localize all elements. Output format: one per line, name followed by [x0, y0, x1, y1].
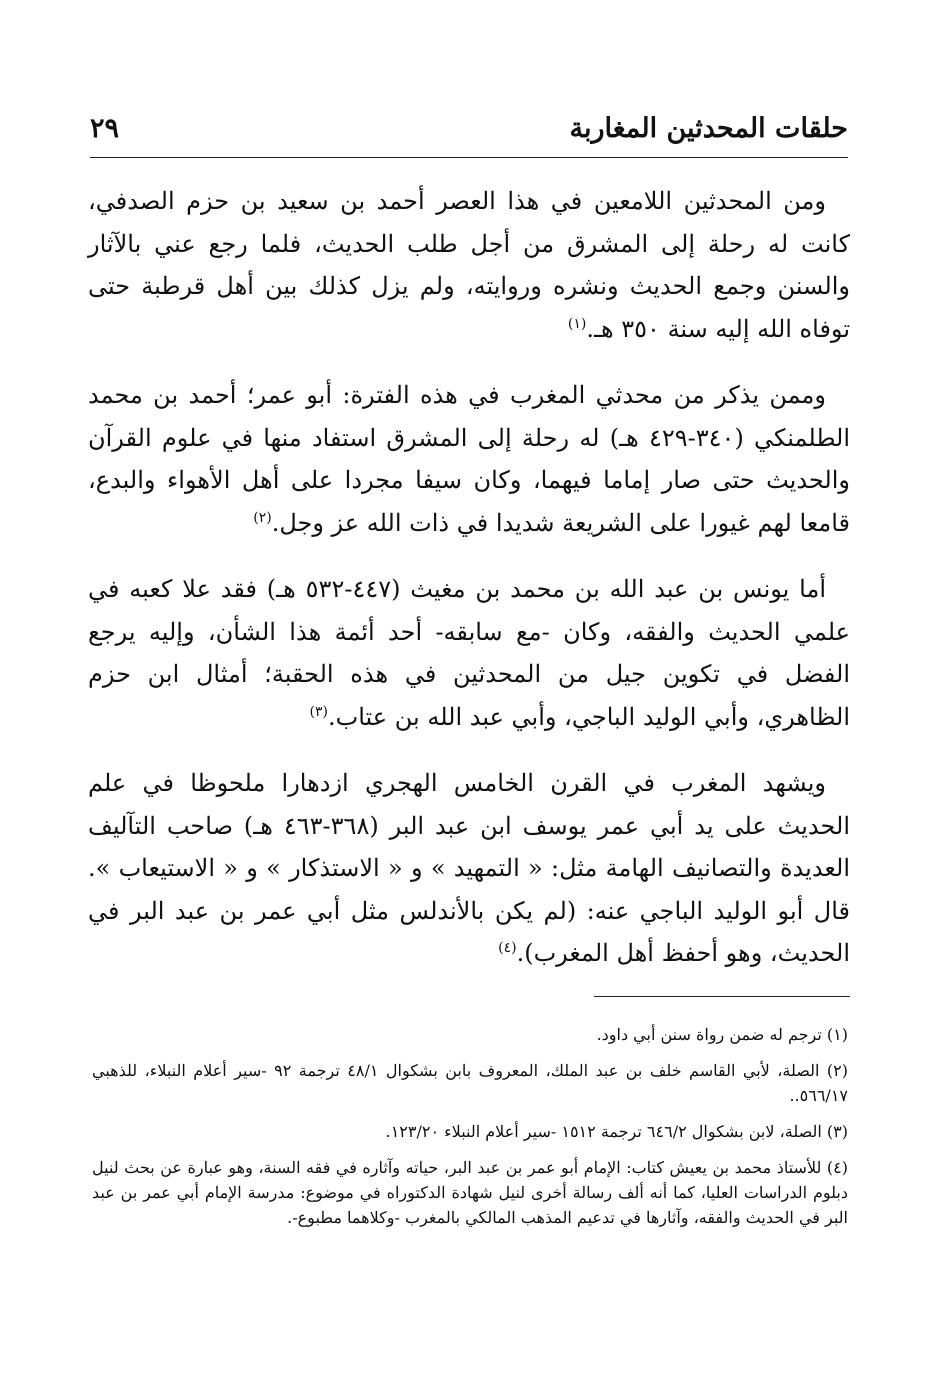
paragraph-text: ويشهد المغرب في القرن الخامس الهجري ازدهارا ملحوظا في علم الحديث على يد أبي عمر يوسف ابن عبد البر (٣٦٨-٤٦٣ هـ) صاحب التآليف العديدة والتصانيف الهامة مثل: « التمهيد » و « الاستذكار » و « الاستيعاب ». قال أبو الوليد الباجي عنه: (لم يكن بالأندلس مثل أبي عمر بن عبد البر في الحديث، وهو أحفظ أهل المغرب).	[88, 769, 850, 967]
paragraph-1	[88, 180, 850, 350]
header-rule	[90, 157, 848, 158]
footnote-1: (١) ترجم له ضمن رواة سنن أبي داود.	[596, 1025, 848, 1044]
footnote-reference: (١)	[567, 315, 587, 332]
running-header	[90, 104, 848, 154]
footnote-3: (٣) الصلة، لابن بشكوال ٦٤٦/٢ ترجمة ١٥١٢ -سير أعلام النبلاء ١٢٣/٢٠.	[385, 1122, 848, 1141]
page-number: ٢٩	[90, 113, 120, 144]
paragraph-text: أما يونس بن عبد الله بن محمد بن مغيث (٤٤٧-٥٣٢ هـ) فقد علا كعبه في علمي الحديث والفقه، وكان -مع سابقه- أحد أئمة هذا الشأن، وإليه يرجع الفضل في تكوين جيل من المحدثين في هذه الحقبة؛ أمثال ابن حزم الظاهري، وأبي الوليد الباجي، وأبي عبد الله بن عتاب.	[88, 575, 850, 731]
footnote-rule	[594, 996, 850, 997]
paragraph-4	[88, 762, 850, 975]
footnote-2: (٢) الصلة، لأبي القاسم خلف بن عبد الملك، المعروف بابن بشكوال ٤٨/١ ترجمة ٩٢ -سير أعلام النبلاء، للذهبي ٥٦٦/١٧..	[92, 1061, 849, 1105]
footnote-reference: (٢)	[253, 509, 272, 526]
paragraph-3	[88, 568, 850, 738]
paragraph-2	[88, 374, 850, 544]
paragraph-text: وممن يذكر من محدثي المغرب في هذه الفترة: أبو عمر؛ أحمد بن محمد الطلمنكي (٣٤٠-٤٢٩ هـ) له رحلة إلى المشرق استفاد منها في علوم القرآن والحديث حتى صار إماما فيهما، وكان سيفا مجردا على أهل الأهواء والبدع، قامعا لهم غيورا على الشريعة شديدا في ذات الله عز وجل.	[88, 381, 850, 537]
body-text	[88, 180, 850, 999]
footnote-reference: (٤)	[498, 940, 517, 956]
footnote-reference: (٣)	[309, 703, 329, 720]
footnote-4: (٤) للأستاذ محمد بن يعيش كتاب: الإمام أبو عمر بن عبد البر، حياته وآثاره في فقه السنة، وهو عبارة عن بحث لنيل دبلوم الدراسات العليا، كما أنه ألف رسالة أخرى لنيل شهادة الدكتوراه في موضوع: مدرسة الإمام أبي عمر بن عبد البر في الحديث والفقه، وآثارها في تدعيم المذهب المالكي بالمغرب -وكلاهما مطبوع-.	[92, 1158, 849, 1227]
running-header-title: حلقات المحدثين المغاربة	[569, 113, 848, 144]
paragraph-text: ومن المحدثين اللامعين في هذا العصر أحمد بن سعيد بن حزم الصدفي، كانت له رحلة إلى المشرق من أجل طلب الحديث، فلما رجع عني بالآثار والسنن وجمع الحديث ونشره وروايته، ولم يزل كذلك بين أهل قرطبة حتى توفاه الله إليه سنة ٣٥٠ هـ.	[88, 187, 851, 343]
footnotes	[92, 1022, 848, 1241]
